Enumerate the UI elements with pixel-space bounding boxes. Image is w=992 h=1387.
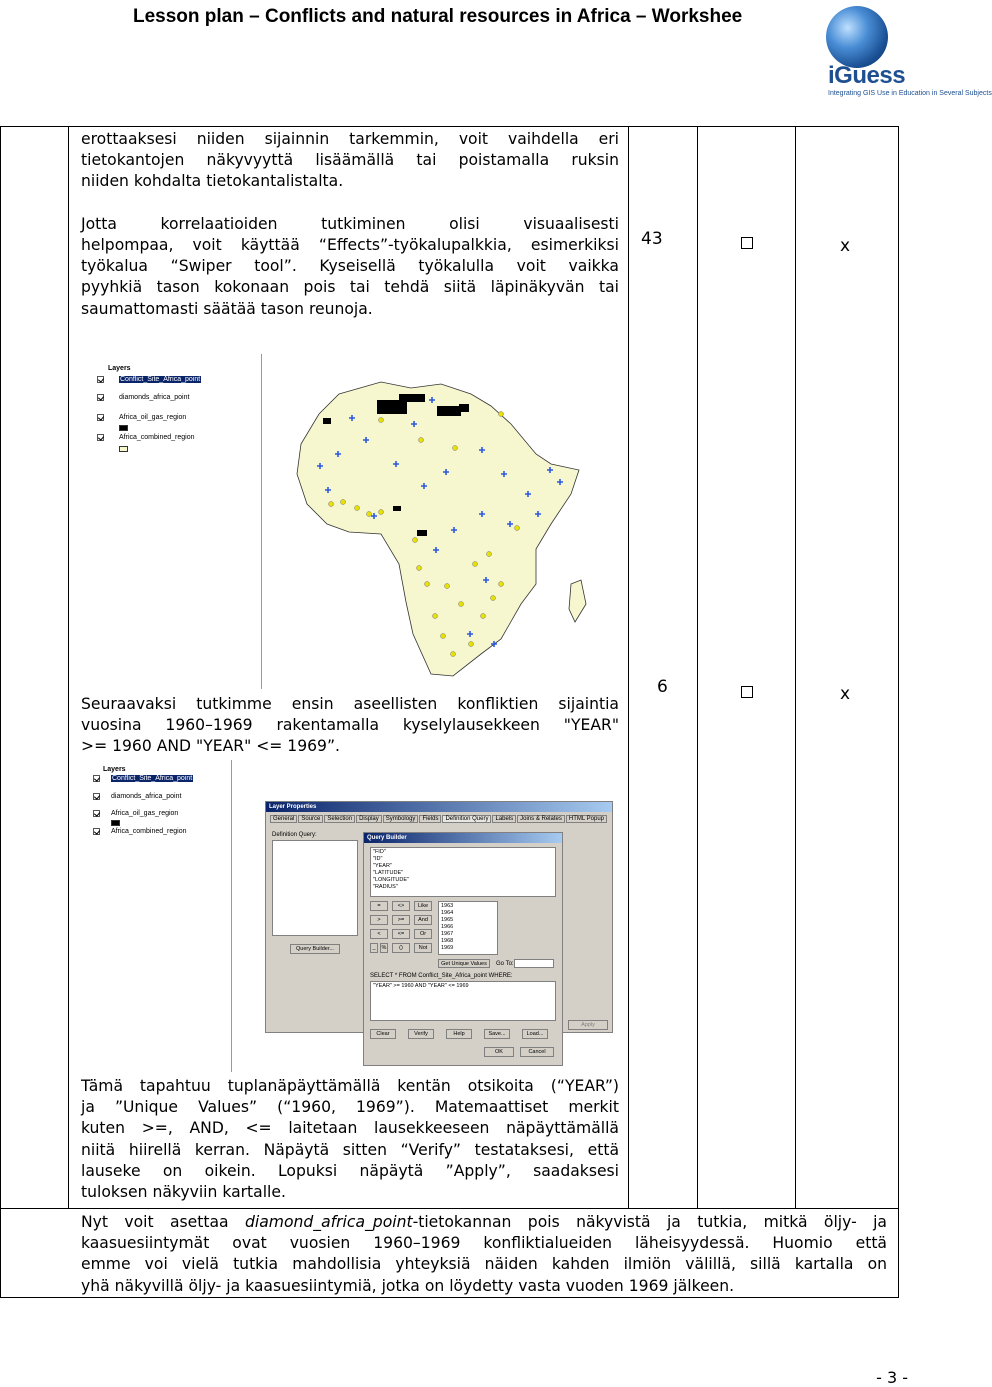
table-divider — [697, 126, 698, 1208]
clear-button[interactable]: Clear — [370, 1029, 396, 1039]
save-button[interactable]: Save... — [484, 1029, 510, 1039]
operator-button[interactable]: >= — [392, 915, 410, 925]
help-button[interactable]: Help — [446, 1029, 472, 1039]
verify-button[interactable]: Verify — [408, 1029, 434, 1039]
page-number: - 3 - — [876, 1368, 908, 1387]
tab-html-popup[interactable]: HTML Popup — [566, 815, 607, 823]
operator-button[interactable]: <> — [392, 901, 410, 911]
ok-button[interactable]: OK — [484, 1047, 514, 1057]
operator-button[interactable]: <= — [392, 929, 410, 939]
table-divider — [68, 126, 69, 1208]
go-to-field[interactable] — [514, 959, 554, 968]
page-header-title: Lesson plan – Conflicts and natural resources in Africa – Workshee — [133, 6, 743, 27]
tab-strip — [270, 816, 607, 822]
layer-name[interactable]: diamonds_africa_point — [111, 793, 182, 800]
operator-button[interactable]: Not — [414, 943, 432, 953]
query-builder-screenshot — [81, 760, 621, 1072]
tab-definition-query[interactable]: Definition Query — [442, 815, 491, 823]
instruction-text-3: Tämä tapahtuu tuplanäpäyttämällä kentän otsikoita (“YEAR”) ja ”Unique Values” (“1960, 1969”). Matemaattiset merkit kuten >=, AND, <= laitetaan lausekkeeseen näpäyttämällä niitä hiirellä kerran. Näpäytä sitten “Verify” testataksesi, että lauseke on oikein. Lopuksi näpäytä ”Apply”, saadaksesi tuloksen näkyviin kartalle. — [81, 1077, 619, 1202]
select-statement: SELECT * FROM Conflict_Site_Africa_point WHERE: — [370, 973, 513, 979]
operator-button[interactable]: > — [370, 915, 388, 925]
get-unique-values-button[interactable]: Get Unique Values — [438, 959, 490, 968]
operator-button[interactable]: _ — [370, 943, 378, 953]
toc-title: Layers — [108, 365, 131, 372]
layer-name[interactable]: Africa_combined_region — [111, 828, 187, 835]
layer-name[interactable]: Africa_oil_gas_region — [111, 810, 179, 817]
layer-name[interactable]: Conflict_Site_Africa_point — [112, 775, 193, 782]
go-to-label: Go To: — [496, 961, 514, 967]
layer-name-italic: diamond_africa_point — [244, 1213, 413, 1231]
operator-button[interactable]: Or — [414, 929, 432, 939]
logo-brand: iGuess — [828, 62, 906, 89]
tab-joins[interactable]: Joins & Relates — [517, 815, 565, 823]
expression-box[interactable]: "YEAR" >= 1960 AND "YEAR" <= 1969 — [370, 981, 556, 1021]
africa-map — [81, 354, 621, 689]
table-divider — [628, 126, 629, 1208]
layer-checkbox[interactable] — [93, 828, 100, 835]
globe-icon — [826, 6, 888, 68]
layer-name[interactable]: Conflict_Site_Africa_point — [120, 376, 201, 383]
table-divider — [0, 1208, 899, 1209]
instruction-text-1: erottaaksesi niiden sijainnin tarkemmin, voit vaihdella eri tietokantojen näkyvyyttä lisäämällä tai poistamalla ruksin niiden kohdalta tietokantalistalta. Jotta korrelaatioiden tutkiminen olisi visuaalisesti helpompaa, voit käyttää “Effects”-työkalupalkkia, esimerkiksi työkalua “Swiper tool”. Kyseisellä työkalulla voit vaikka pyyhkiä tason kokonaan pois tai tehdä siitä läpinäkyvän tai saumattomasti säätää tason reunoja. — [81, 130, 619, 318]
minutes-value: 43 — [641, 229, 663, 249]
logo-tagline: Integrating GIS Use in Education in Several Subjects — [828, 90, 992, 97]
table-of-contents — [81, 760, 232, 1072]
load-button[interactable]: Load... — [522, 1029, 548, 1039]
tab-selection[interactable]: Selection — [324, 815, 355, 823]
tab-source[interactable]: Source — [298, 815, 323, 823]
tab-fields[interactable]: Fields — [419, 815, 441, 823]
fields-list[interactable]: "FID" "ID" "YEAR" "LATITUDE" "LONGITUDE" "RADIUS" — [370, 847, 556, 897]
minutes-value: 6 — [657, 677, 668, 697]
query-builder-button[interactable]: Query Builder... — [290, 944, 340, 954]
query-builder-dialog — [363, 832, 563, 1066]
operator-button[interactable]: = — [370, 901, 388, 911]
checkbox[interactable] — [741, 686, 753, 698]
check-mark: x — [840, 684, 851, 704]
layer-checkbox[interactable] — [93, 810, 100, 817]
operator-button[interactable]: % — [381, 945, 387, 951]
dialog-title: Layer Properties — [266, 802, 612, 812]
tab-display[interactable]: Display — [356, 815, 382, 823]
arcgis-map-screenshot — [81, 354, 621, 689]
definition-query-box[interactable] — [272, 840, 358, 936]
definition-query-label: Definition Query: — [272, 832, 317, 838]
table-divider — [795, 126, 796, 1208]
operator-button[interactable]: < — [370, 929, 388, 939]
final-instruction-text: Nyt voit asettaa diamond_africa_point-tietokannan pois näkyvistä ja tutkia, mitkä öljy- ja kaasuesiintymät ovat vuosien 1960–1969 konfliktialueiden läheisyydessä. Huomio että emme voi vielä tutkia mahdollisia yhteyksiä näiden kahden ilmiön välillä, sillä kartalla on yhä näkyvillä öljy- ja kaasuesiintymiä, jotka on löydetty vasta vuoden 1969 jälkeen. — [81, 1213, 887, 1295]
qb-title: Query Builder — [364, 833, 562, 843]
operator-button[interactable]: () — [392, 943, 410, 953]
layer-name[interactable]: Africa_combined_region — [119, 434, 195, 441]
tab-labels[interactable]: Labels — [492, 815, 516, 823]
tab-general[interactable]: General — [270, 815, 297, 823]
operator-button[interactable]: Like — [414, 901, 432, 911]
cancel-button[interactable]: Cancel — [520, 1047, 554, 1057]
instruction-text-2: Seuraavaksi tutkimme ensin aseellisten konfliktien sijaintia vuosina 1960–1969 rakentamalla kyselylausekkeen "YEAR" >= 1960 AND "YEAR" <= 1969”. — [81, 695, 619, 756]
iguess-logo — [822, 4, 992, 100]
layer-name[interactable]: diamonds_africa_point — [119, 394, 190, 401]
oil-gas-swatch — [111, 820, 120, 826]
layer-name[interactable]: Africa_oil_gas_region — [119, 414, 187, 421]
checkbox[interactable] — [741, 237, 753, 249]
check-mark: x — [840, 236, 851, 256]
layer-checkbox[interactable] — [93, 793, 100, 800]
apply-button[interactable]: Apply — [568, 1020, 608, 1030]
tab-symbology[interactable]: Symbology — [383, 815, 419, 823]
layer-checkbox[interactable] — [93, 775, 100, 782]
operator-button[interactable]: And — [414, 915, 432, 925]
unique-values-list[interactable]: 1963 1964 1965 1966 1967 1968 1969 — [438, 901, 498, 955]
toc-title: Layers — [103, 766, 126, 773]
